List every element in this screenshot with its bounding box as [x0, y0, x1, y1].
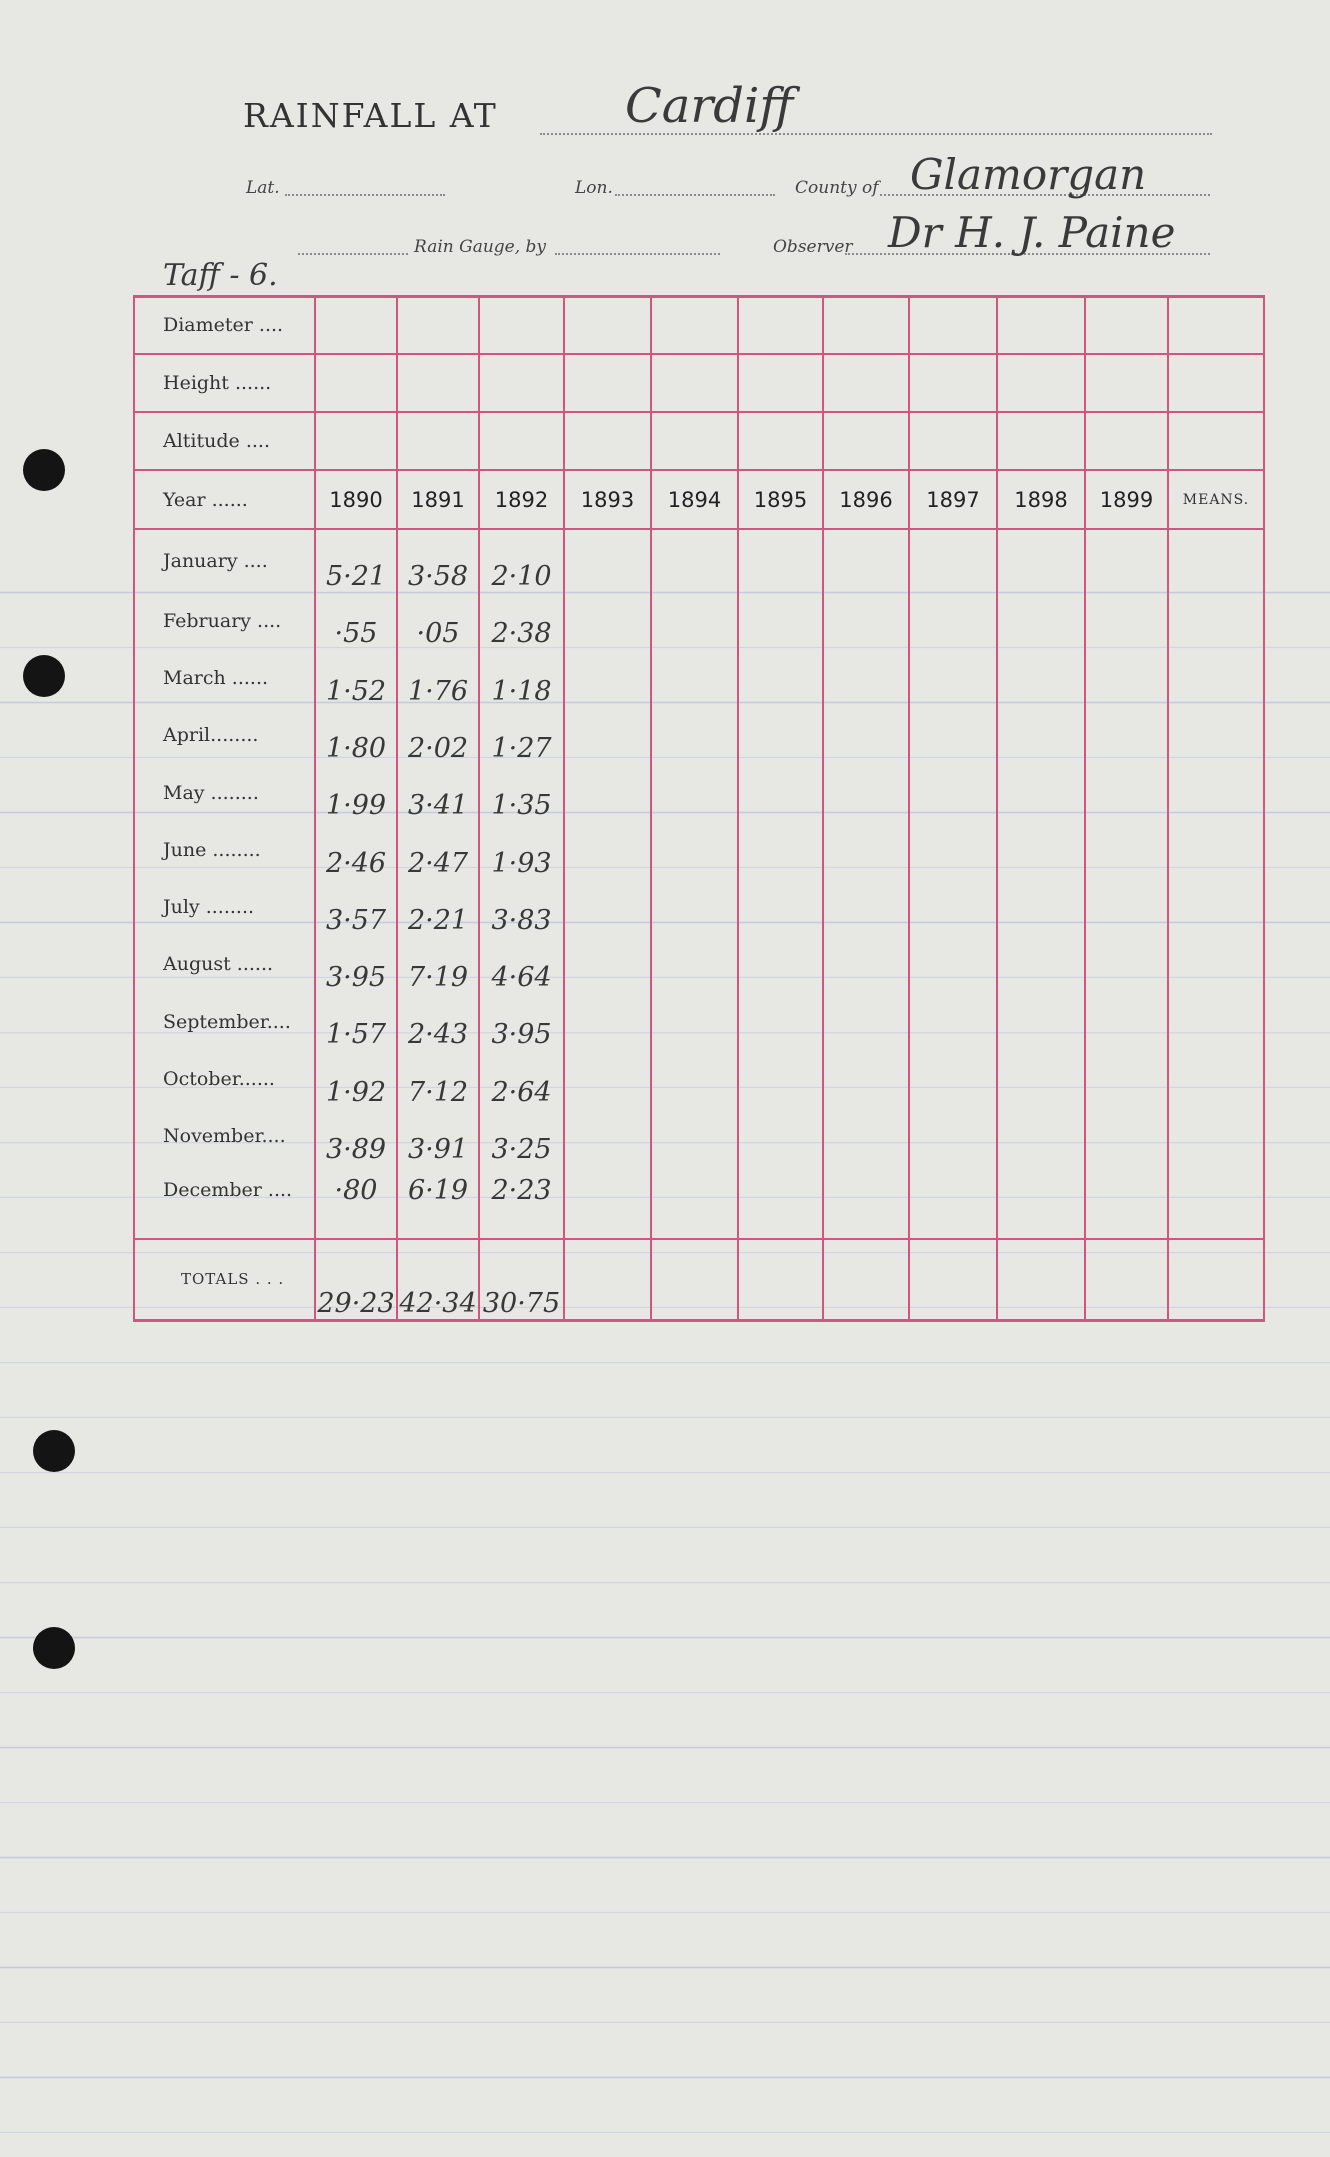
rain-value: 2·10 — [479, 529, 564, 592]
gauge-line — [555, 253, 720, 255]
rain-value: 3·91 — [397, 1108, 479, 1165]
rain-value: 1·76 — [397, 649, 479, 706]
rain-value: 3·58 — [397, 529, 479, 592]
observer-label: Observer — [773, 237, 853, 257]
rain-value: 2·47 — [397, 821, 479, 878]
month-row — [134, 707, 1264, 764]
diameter-label: Diameter .... — [134, 297, 315, 354]
year-label: Year ...... — [134, 470, 315, 528]
rain-value: 3·83 — [479, 879, 564, 936]
lon-label: Lon. — [575, 178, 613, 198]
rain-value: 3·89 — [315, 1108, 397, 1165]
year-1894: 1894 — [651, 470, 738, 528]
month-label: October...... — [134, 1050, 315, 1107]
month-row — [134, 993, 1264, 1050]
height-label: Height ...... — [134, 354, 315, 412]
rainfall-table — [133, 295, 1263, 1322]
observer-value: Dr H. J. Paine — [888, 208, 1176, 257]
rain-value: 1·18 — [479, 649, 564, 706]
rain-value: 3·95 — [479, 993, 564, 1050]
rain-value: 1·35 — [479, 764, 564, 821]
month-label: June ........ — [134, 821, 315, 878]
county-label: County of — [795, 178, 879, 198]
rain-value: 7·19 — [397, 936, 479, 993]
diameter-row — [134, 297, 1264, 354]
punch-hole — [33, 1627, 75, 1669]
rain-value: 3·25 — [479, 1108, 564, 1165]
month-row — [134, 936, 1264, 993]
rain-value: 7·12 — [397, 1050, 479, 1107]
rain-value: 1·92 — [315, 1050, 397, 1107]
total-value: 29·23 — [315, 1239, 397, 1321]
rain-value: 5·21 — [315, 529, 397, 592]
month-label: March ...... — [134, 649, 315, 706]
month-label: April........ — [134, 707, 315, 764]
height-row — [134, 354, 1264, 412]
rain-value: 4·64 — [479, 936, 564, 993]
month-label: December .... — [134, 1165, 315, 1239]
month-row — [134, 1050, 1264, 1107]
rain-value: 2·46 — [315, 821, 397, 878]
month-row — [134, 1108, 1264, 1165]
totals-row — [134, 1239, 1264, 1321]
page-title: RAINFALL AT — [243, 96, 498, 135]
month-row — [134, 649, 1264, 706]
lat-line — [285, 194, 445, 196]
total-value: 30·75 — [479, 1239, 564, 1321]
rain-value: ·05 — [397, 592, 479, 649]
month-row — [134, 529, 1264, 592]
year-1898: 1898 — [997, 470, 1085, 528]
altitude-label: Altitude .... — [134, 412, 315, 470]
punch-hole — [23, 449, 65, 491]
month-row — [134, 821, 1264, 878]
rain-value: ·55 — [315, 592, 397, 649]
month-label: July ........ — [134, 879, 315, 936]
reference-note: Taff - 6. — [163, 258, 278, 293]
year-row — [134, 470, 1264, 528]
rain-value: 6·19 — [397, 1165, 479, 1239]
rain-value: 2·43 — [397, 993, 479, 1050]
rain-value: ·80 — [315, 1165, 397, 1239]
month-label: August ...... — [134, 936, 315, 993]
rain-value: 1·99 — [315, 764, 397, 821]
month-row — [134, 592, 1264, 649]
gauge-prefix-line — [298, 253, 408, 255]
year-1890: 1890 — [315, 470, 397, 528]
punch-hole — [33, 1430, 75, 1472]
year-1891: 1891 — [397, 470, 479, 528]
year-1893: 1893 — [564, 470, 651, 528]
month-label: February .... — [134, 592, 315, 649]
punch-hole — [23, 655, 65, 697]
month-row — [134, 1165, 1264, 1239]
location-value: Cardiff — [625, 78, 794, 134]
month-row — [134, 764, 1264, 821]
rain-value: 2·21 — [397, 879, 479, 936]
rain-value: 3·95 — [315, 936, 397, 993]
month-label: November.... — [134, 1108, 315, 1165]
rain-value: 3·57 — [315, 879, 397, 936]
month-label: May ........ — [134, 764, 315, 821]
rain-value: 2·38 — [479, 592, 564, 649]
year-1897: 1897 — [909, 470, 997, 528]
gauge-label: Rain Gauge, by — [414, 237, 547, 257]
total-value: 42·34 — [397, 1239, 479, 1321]
month-label: January .... — [134, 529, 315, 592]
rain-value: 2·02 — [397, 707, 479, 764]
rain-value: 3·41 — [397, 764, 479, 821]
rain-value: 2·23 — [479, 1165, 564, 1239]
county-value: Glamorgan — [910, 150, 1147, 199]
rain-value: 1·27 — [479, 707, 564, 764]
year-1895: 1895 — [738, 470, 823, 528]
altitude-row — [134, 412, 1264, 470]
lat-label: Lat. — [246, 178, 280, 198]
rain-value: 1·52 — [315, 649, 397, 706]
month-row — [134, 879, 1264, 936]
rain-value: 1·80 — [315, 707, 397, 764]
lon-line — [615, 194, 775, 196]
totals-label: TOTALS . . . — [134, 1239, 315, 1321]
month-label: September.... — [134, 993, 315, 1050]
means-header: MEANS. — [1168, 470, 1264, 528]
rain-value: 1·93 — [479, 821, 564, 878]
year-1896: 1896 — [823, 470, 909, 528]
year-1899: 1899 — [1085, 470, 1168, 528]
year-1892: 1892 — [479, 470, 564, 528]
rain-value: 2·64 — [479, 1050, 564, 1107]
rain-value: 1·57 — [315, 993, 397, 1050]
